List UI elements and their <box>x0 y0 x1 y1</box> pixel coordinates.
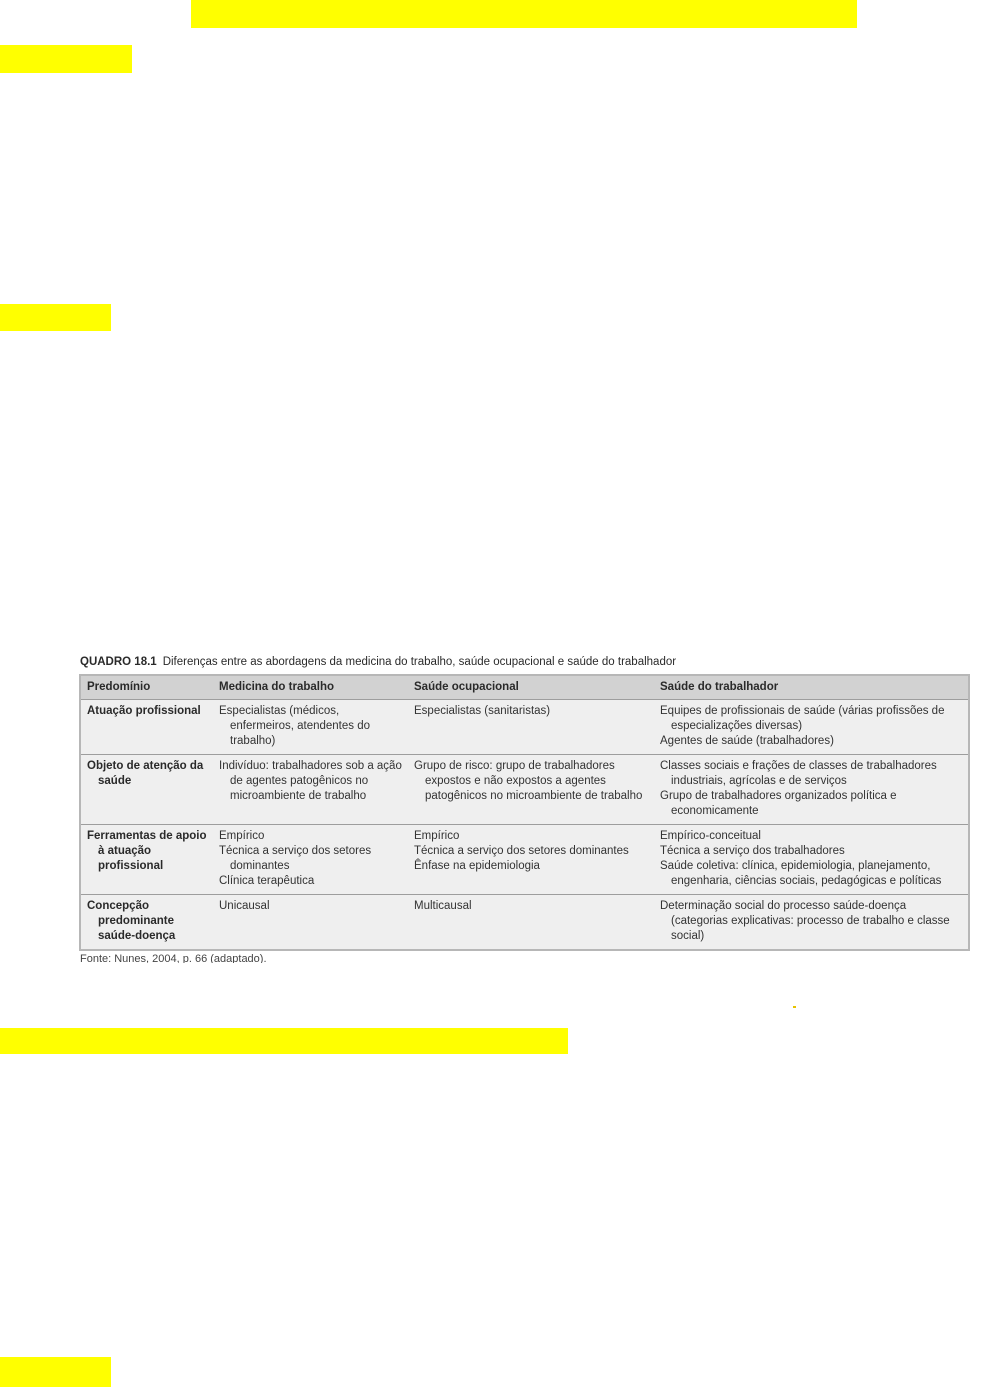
header-trabalhador: Saúde do trabalhador <box>654 675 969 700</box>
cell-entry: Classes sociais e frações de classes de trabalhadores industriais, agrícolas e de serviços <box>660 760 937 787</box>
cell-trabalhador <box>654 895 969 951</box>
cell-medicina <box>213 755 408 825</box>
header-ocupacional: Saúde ocupacional <box>408 675 654 700</box>
row-label: Atuação profissional <box>80 700 213 755</box>
table-source: Fonte: Nunes, 2004, p. 66 (adaptado). <box>80 953 267 963</box>
header-predominio: Predomínio <box>80 675 213 700</box>
cell-entry: Empírico-conceitual <box>660 830 761 842</box>
quadro-figure <box>79 656 971 963</box>
table-row <box>80 700 969 755</box>
table-header-row <box>80 675 969 700</box>
cell-medicina <box>213 700 408 755</box>
cell-entry: Técnica a serviço dos trabalhadores <box>660 845 845 857</box>
cell-trabalhador <box>654 755 969 825</box>
cell-entry: Especialistas (sanitaristas) <box>414 705 551 717</box>
cell-ocupacional <box>408 700 654 755</box>
cell-entry: Grupo de trabalhadores organizados política e economicamente <box>660 790 897 817</box>
cell-entry: Multicausal <box>414 900 472 912</box>
cell-entry: Grupo de risco: grupo de trabalhadores expostos e não expostos a agentes patogênicos no microambiente de trabalho <box>414 760 643 802</box>
cell-entry: Técnica a serviço dos setores dominantes <box>219 845 372 872</box>
cell-entry: Especialistas (médicos, enfermeiros, atendentes do trabalho) <box>219 705 371 747</box>
header-medicina: Medicina do trabalho <box>213 675 408 700</box>
cell-entry: Técnica a serviço dos setores dominantes <box>414 845 629 857</box>
table-row <box>80 755 969 825</box>
highlight-heading-3 <box>0 1028 568 1054</box>
caption-label: QUADRO 18.1 <box>80 656 157 668</box>
cell-entry: Clínica terapêutica <box>219 875 315 887</box>
cell-trabalhador <box>654 825 969 895</box>
table-row <box>80 895 969 951</box>
table-row <box>80 825 969 895</box>
cell-entry: Agentes de saúde (trabalhadores) <box>660 735 834 747</box>
stray-mark <box>793 1006 796 1008</box>
row-label: Ferramentas de apoio à atuação profissional <box>80 825 213 895</box>
cell-entry: Equipes de profissionais de saúde (várias profissões de especializações diversas) <box>660 705 945 732</box>
cell-ocupacional <box>408 825 654 895</box>
row-label: Objeto de atenção da saúde <box>80 755 213 825</box>
comparison-table <box>79 674 970 951</box>
cell-ocupacional <box>408 895 654 951</box>
cell-medicina <box>213 825 408 895</box>
row-label: Concepção predominante saúde-doença <box>80 895 213 951</box>
cell-trabalhador <box>654 700 969 755</box>
cell-ocupacional <box>408 755 654 825</box>
highlight-title-bar <box>191 0 857 28</box>
cell-entry: Ênfase na epidemiologia <box>414 860 540 872</box>
highlight-heading-4 <box>0 1357 111 1387</box>
cell-medicina <box>213 895 408 951</box>
cell-entry: Empírico <box>219 830 265 842</box>
cell-entry: Determinação social do processo saúde-doença (categorias explicativas: processo de trabalho e classe social) <box>660 900 950 942</box>
cell-entry: Unicausal <box>219 900 270 912</box>
table-caption <box>80 656 971 668</box>
cell-entry: Saúde coletiva: clínica, epidemiologia, planejamento, engenharia, ciências sociais, pedagógicas e políticas <box>660 860 942 887</box>
highlight-heading-1 <box>0 45 132 73</box>
highlight-heading-2 <box>0 304 111 331</box>
cell-entry: Empírico <box>414 830 460 842</box>
caption-text: Diferenças entre as abordagens da medicina do trabalho, saúde ocupacional e saúde do trabalhador <box>162 656 677 668</box>
cell-entry: Indivíduo: trabalhadores sob a ação de agentes patogênicos no microambiente de trabalho <box>219 760 402 802</box>
